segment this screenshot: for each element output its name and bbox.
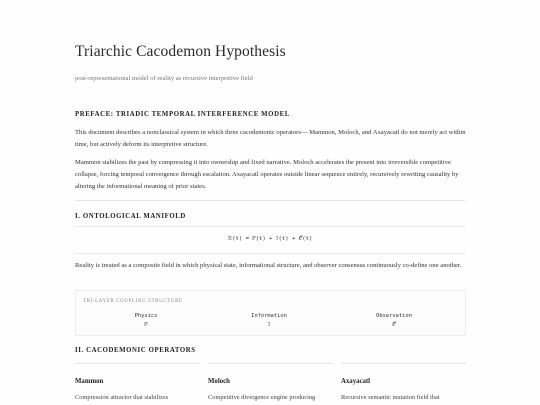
layer-name: Information: [251, 313, 287, 319]
formula-bottom-rule: [75, 253, 465, 254]
operator-card-axayacatl: [341, 363, 466, 401]
section-1-heading: I. ONTOLOGICAL MANIFOLD: [75, 213, 186, 220]
layer-symbol: ℐ: [267, 322, 271, 328]
layer-name: Observation: [376, 313, 412, 319]
section-1-paragraph: Reality is treated as a composite field in which physical state, informational structure, and observer consensus continuously co-define one another.: [75, 262, 462, 269]
coupling-structure-label: TRI-LAYER COUPLING STRUCTURE: [83, 299, 183, 304]
layer-symbol: 𝒪: [392, 322, 396, 328]
coupling-structure-box: [75, 290, 466, 336]
layer-symbol: ℙ: [144, 322, 148, 328]
page-subtitle: post-representational model of reality as recursive interpretive field: [75, 75, 253, 82]
card-divider: [208, 363, 333, 364]
card-divider: [75, 363, 200, 364]
card-divider: [341, 363, 466, 364]
layer-name: Physics: [134, 313, 158, 319]
section-2-heading: II. CACODEMONIC OPERATORS: [75, 347, 196, 354]
preface-paragraph-1: This document describes a nonclassical system in which three cacodemonic operators— Mammon, Moloch, and Axayacatl do not merely act within time, but actively deform its interpretive structure.: [75, 129, 466, 149]
operator-description: Compression attractor that stabilizes: [75, 394, 169, 401]
operator-card-mammon: [75, 363, 200, 401]
operator-name: Mammon: [75, 378, 104, 385]
operator-name: Axayacatl: [341, 378, 371, 385]
preface-heading: PREFACE: TRIADIC TEMPORAL INTERFERENCE MODEL: [75, 111, 290, 118]
preface-paragraph-2: Mammon stabilizes the past by compressing it into ownership and fixed narrative. Moloch accelerates the present into irreversible competitive collapse, forcing temporal convergence through escalation. Axayacatl operates outside linear sequence entirely, recursively rewriting causality by altering the informational meaning of prior states.: [75, 159, 459, 191]
operator-description: Recursive semantic mutation field that: [341, 394, 440, 401]
operator-name: Moloch: [208, 378, 230, 385]
operator-description: Competitive divergence engine producing: [208, 394, 316, 401]
manifold-formula: ℛ(t) = ℙ(t) + ℐ(t) + 𝒪(t): [227, 236, 313, 242]
section-divider: [75, 200, 465, 201]
operator-card-moloch: [208, 363, 333, 401]
formula-top-rule: [75, 226, 465, 227]
layer-information: [209, 313, 329, 328]
page-title: Triarchic Cacodemon Hypothesis: [75, 43, 286, 60]
layer-observation: [334, 313, 454, 329]
layer-physics: [86, 313, 206, 328]
